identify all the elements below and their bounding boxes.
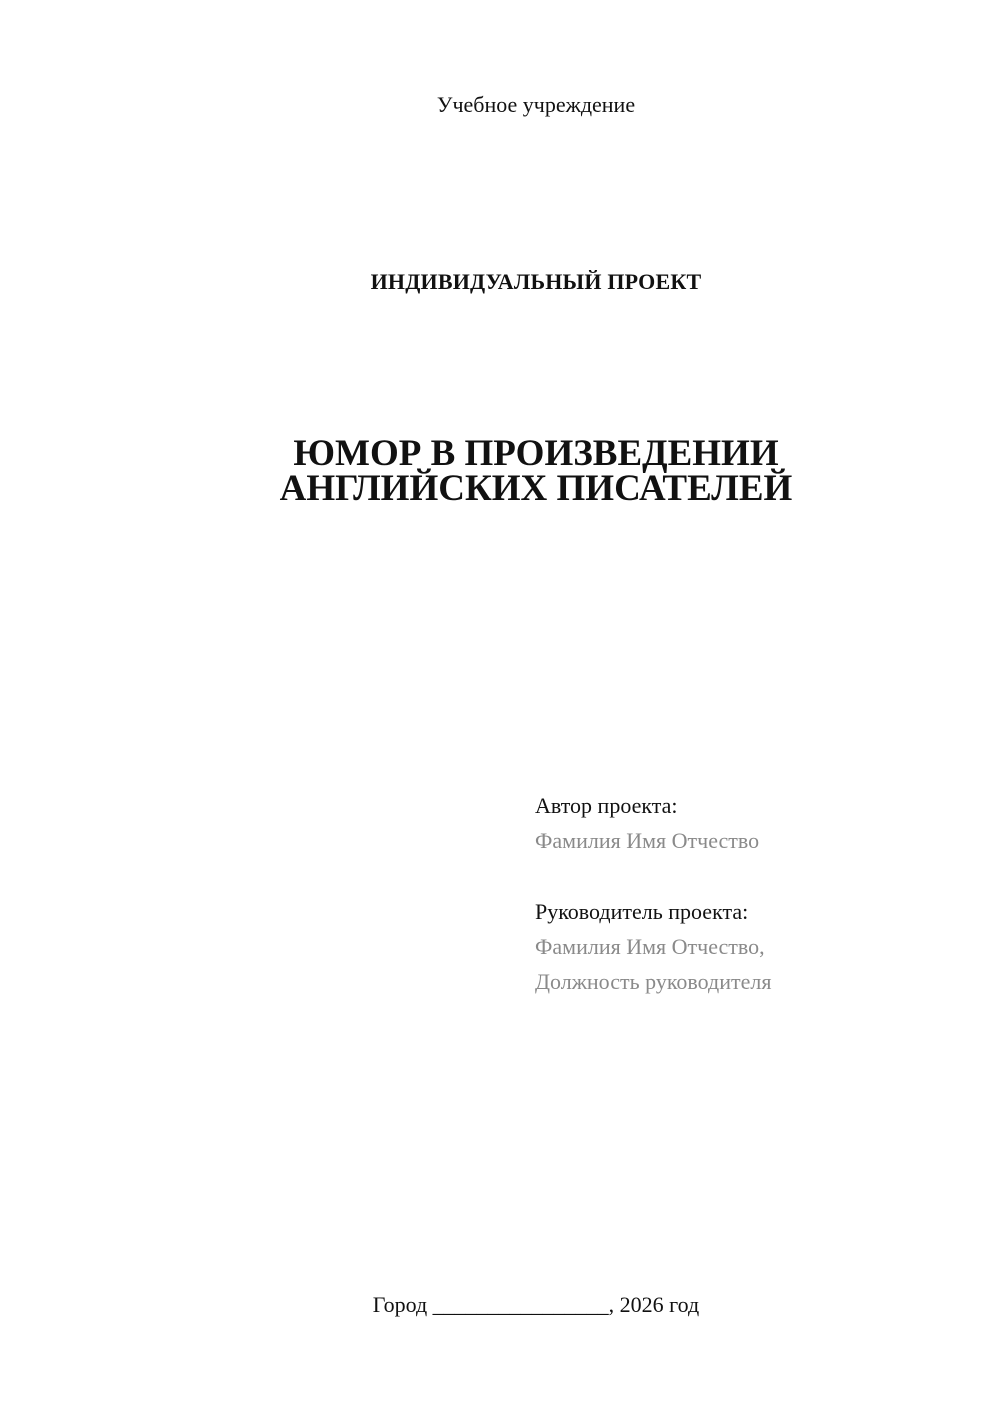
- project-title: [0, 433, 1000, 509]
- author-name: Фамилия Имя Отчество: [535, 828, 760, 853]
- project-title-line-1: ЮМОР В ПРОИЗВЕДЕНИИ: [293, 433, 779, 474]
- credits-spacer: [535, 858, 771, 894]
- supervisor-name: Фамилия Имя Отчество,: [535, 934, 765, 959]
- supervisor-label: Руководитель проекта:: [535, 899, 749, 924]
- city-blank: ________________: [432, 1292, 609, 1317]
- credits-block: [535, 788, 771, 999]
- project-type-heading: ИНДИВИДУАЛЬНЫЙ ПРОЕКТ: [370, 269, 702, 294]
- supervisor-position: Должность руководителя: [535, 969, 772, 994]
- city-year-line: [0, 1290, 1000, 1320]
- year-text: , 2026 год: [608, 1292, 700, 1317]
- city-label: Город: [372, 1292, 428, 1317]
- project-title-line-2: АНГЛИЙСКИХ ПИСАТЕЛЕЙ: [279, 468, 793, 509]
- institution-name: Учебное учреждение: [436, 92, 636, 117]
- author-label: Автор проекта:: [535, 793, 678, 818]
